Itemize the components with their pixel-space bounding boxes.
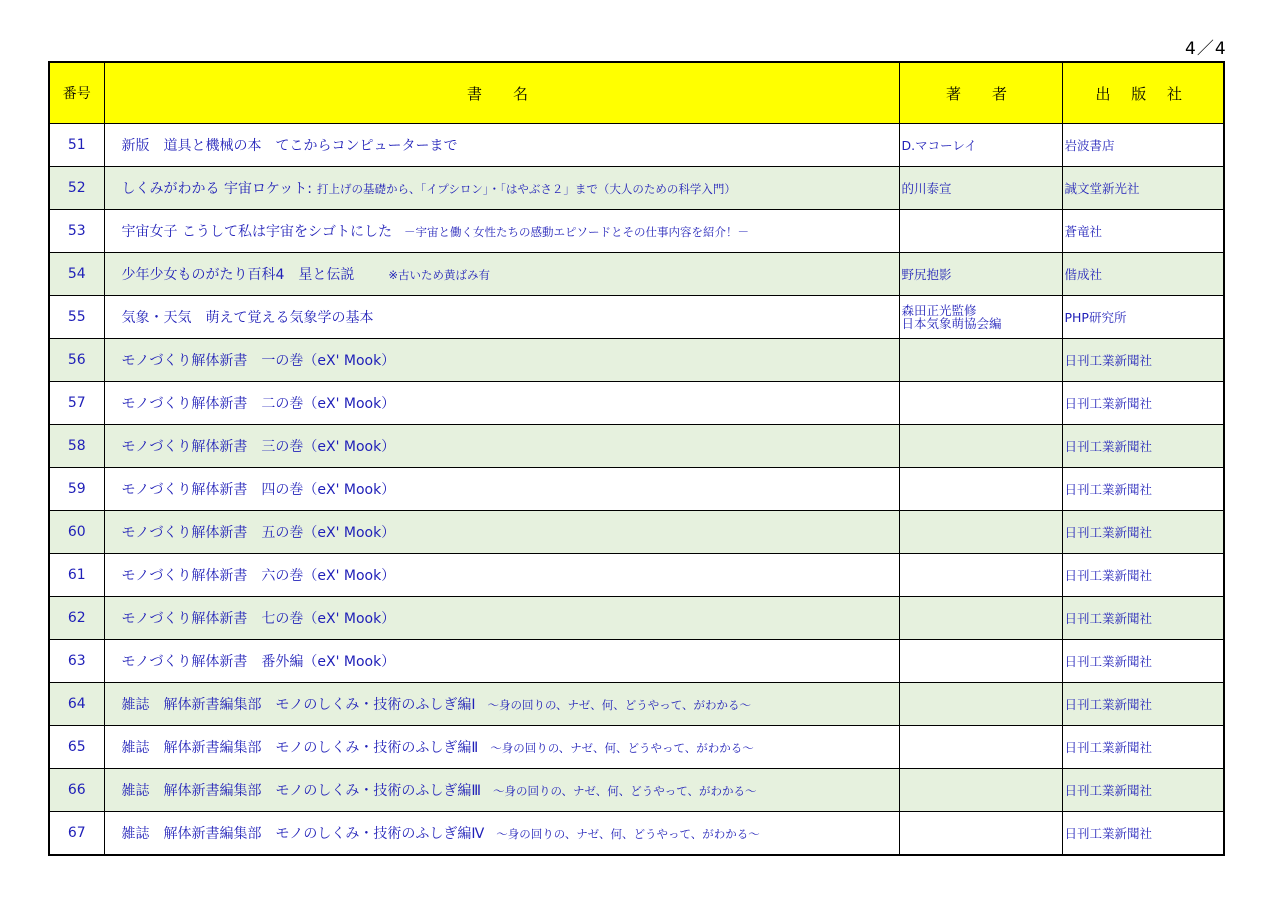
publisher-cell: 日刊工業新聞社 (1062, 382, 1224, 425)
table-row (49, 726, 1224, 769)
book-note: －宇宙と働く女性たちの感動エピソードとその仕事内容を紹介！－ (403, 225, 749, 239)
publisher-cell: 岩波書店 (1062, 124, 1224, 167)
table-row (49, 468, 1224, 511)
book-title-cell (104, 339, 899, 382)
table-row (49, 597, 1224, 640)
table-row (49, 554, 1224, 597)
book-title: 雑誌 解体新書編集部 モノのしくみ・技術のふしぎ編Ⅰ (121, 697, 476, 713)
table-row (49, 382, 1224, 425)
header-number: 番号 (49, 62, 104, 124)
book-title: しくみがわかる 宇宙ロケット: (121, 181, 312, 197)
table-header-row (49, 62, 1224, 124)
book-title-cell (104, 425, 899, 468)
author-cell (899, 511, 1062, 554)
book-title-cell (104, 468, 899, 511)
table-row (49, 124, 1224, 167)
book-title-cell (104, 554, 899, 597)
row-number: 56 (49, 339, 104, 382)
book-title-cell (104, 296, 899, 339)
book-title-cell (104, 769, 899, 812)
publisher-cell: 日刊工業新聞社 (1062, 597, 1224, 640)
row-number: 55 (49, 296, 104, 339)
author-cell (899, 210, 1062, 253)
author-name: 野尻抱影 (901, 267, 952, 282)
row-number: 62 (49, 597, 104, 640)
book-title-cell (104, 683, 899, 726)
book-title: モノづくり解体新書 六の巻（eX' Mook） (121, 568, 396, 584)
table-row (49, 511, 1224, 554)
row-number: 59 (49, 468, 104, 511)
author-name: 森田正光監修 (901, 303, 977, 318)
book-title-cell (104, 124, 899, 167)
book-title: モノづくり解体新書 番外編（eX' Mook） (121, 654, 396, 670)
author-cell (899, 253, 1062, 296)
author-name: 的川泰宣 (901, 181, 952, 196)
author-cell (899, 382, 1062, 425)
book-note: ～身の回りの、ナゼ、何、どうやって、がわかる～ (490, 741, 754, 755)
book-title: 少年少女ものがたり百科4 星と伝説 (121, 267, 355, 283)
book-title: モノづくり解体新書 五の巻（eX' Mook） (121, 525, 396, 541)
publisher-cell: 日刊工業新聞社 (1062, 640, 1224, 683)
book-note: ～身の回りの、ナゼ、何、どうやって、がわかる～ (487, 698, 751, 712)
book-title: 気象・天気 萌えて覚える気象学の基本 (121, 310, 374, 326)
book-title: モノづくり解体新書 二の巻（eX' Mook） (121, 396, 396, 412)
table-row (49, 210, 1224, 253)
book-title-cell (104, 640, 899, 683)
author-cell (899, 683, 1062, 726)
table-row (49, 769, 1224, 812)
author-cell (899, 425, 1062, 468)
publisher-cell: 日刊工業新聞社 (1062, 511, 1224, 554)
publisher-cell: 日刊工業新聞社 (1062, 339, 1224, 382)
publisher-cell: 偕成社 (1062, 253, 1224, 296)
book-title: モノづくり解体新書 七の巻（eX' Mook） (121, 611, 396, 627)
row-number: 51 (49, 124, 104, 167)
header-author: 著 者 (899, 62, 1062, 124)
book-title-cell (104, 253, 899, 296)
publisher-cell: 誠文堂新光社 (1062, 167, 1224, 210)
author-cell (899, 726, 1062, 769)
book-title-cell (104, 597, 899, 640)
publisher-cell: PHP研究所 (1062, 296, 1224, 339)
row-number: 54 (49, 253, 104, 296)
publisher-cell: 日刊工業新聞社 (1062, 468, 1224, 511)
publisher-cell: 日刊工業新聞社 (1062, 683, 1224, 726)
book-title: モノづくり解体新書 三の巻（eX' Mook） (121, 439, 396, 455)
author-name: 日本気象萌協会編 (901, 316, 1002, 331)
book-title: 雑誌 解体新書編集部 モノのしくみ・技術のふしぎ編Ⅱ (121, 740, 479, 756)
row-number: 63 (49, 640, 104, 683)
table-row (49, 425, 1224, 468)
author-cell (899, 640, 1062, 683)
book-title: 新版 道具と機械の本 てこからコンピューターまで (121, 138, 458, 154)
table-row (49, 640, 1224, 683)
author-cell (899, 124, 1062, 167)
book-title-cell (104, 726, 899, 769)
book-title-cell (104, 511, 899, 554)
table-row (49, 253, 1224, 296)
publisher-cell: 日刊工業新聞社 (1062, 554, 1224, 597)
book-note: 打上げの基礎から、「イプシロン」・「はやぶさ２」まで（大人のための科学入門） (316, 182, 736, 196)
row-number: 65 (49, 726, 104, 769)
publisher-cell: 日刊工業新聞社 (1062, 425, 1224, 468)
row-number: 66 (49, 769, 104, 812)
publisher-cell: 日刊工業新聞社 (1062, 726, 1224, 769)
publisher-cell: 日刊工業新聞社 (1062, 812, 1224, 856)
row-number: 52 (49, 167, 104, 210)
header-publisher: 出 版 社 (1062, 62, 1224, 124)
row-number: 58 (49, 425, 104, 468)
table-row (49, 167, 1224, 210)
row-number: 57 (49, 382, 104, 425)
row-number: 60 (49, 511, 104, 554)
table-row (49, 812, 1224, 856)
table-row (49, 296, 1224, 339)
author-cell (899, 339, 1062, 382)
book-note: ※古いため黄ばみ有 (388, 268, 491, 282)
author-cell (899, 296, 1062, 339)
row-number: 64 (49, 683, 104, 726)
book-note: ～身の回りの、ナゼ、何、どうやって、がわかる～ (493, 784, 757, 798)
author-name: D.マコーレイ (901, 138, 977, 153)
author-cell (899, 597, 1062, 640)
table-row (49, 339, 1224, 382)
header-title: 書 名 (104, 62, 899, 124)
book-title-cell (104, 167, 899, 210)
row-number: 61 (49, 554, 104, 597)
book-note: ～身の回りの、ナゼ、何、どうやって、がわかる～ (496, 827, 760, 841)
row-number: 67 (49, 812, 104, 856)
book-title: 雑誌 解体新書編集部 モノのしくみ・技術のふしぎ編Ⅲ (121, 783, 482, 799)
author-cell (899, 812, 1062, 856)
author-cell (899, 468, 1062, 511)
publisher-cell: 蒼竜社 (1062, 210, 1224, 253)
book-title: 雑誌 解体新書編集部 モノのしくみ・技術のふしぎ編Ⅳ (121, 826, 485, 842)
table-row (49, 683, 1224, 726)
author-cell (899, 554, 1062, 597)
page-number: 4／4 (1185, 39, 1227, 59)
publisher-cell: 日刊工業新聞社 (1062, 769, 1224, 812)
book-title: モノづくり解体新書 一の巻（eX' Mook） (121, 353, 396, 369)
book-title-cell (104, 382, 899, 425)
row-number: 53 (49, 210, 104, 253)
book-title: 宇宙女子 こうして私は宇宙をシゴトにした (121, 224, 392, 240)
author-cell (899, 167, 1062, 210)
book-title-cell (104, 210, 899, 253)
book-list-table (48, 61, 1225, 856)
author-cell (899, 769, 1062, 812)
book-title: モノづくり解体新書 四の巻（eX' Mook） (121, 482, 396, 498)
book-title-cell (104, 812, 899, 856)
